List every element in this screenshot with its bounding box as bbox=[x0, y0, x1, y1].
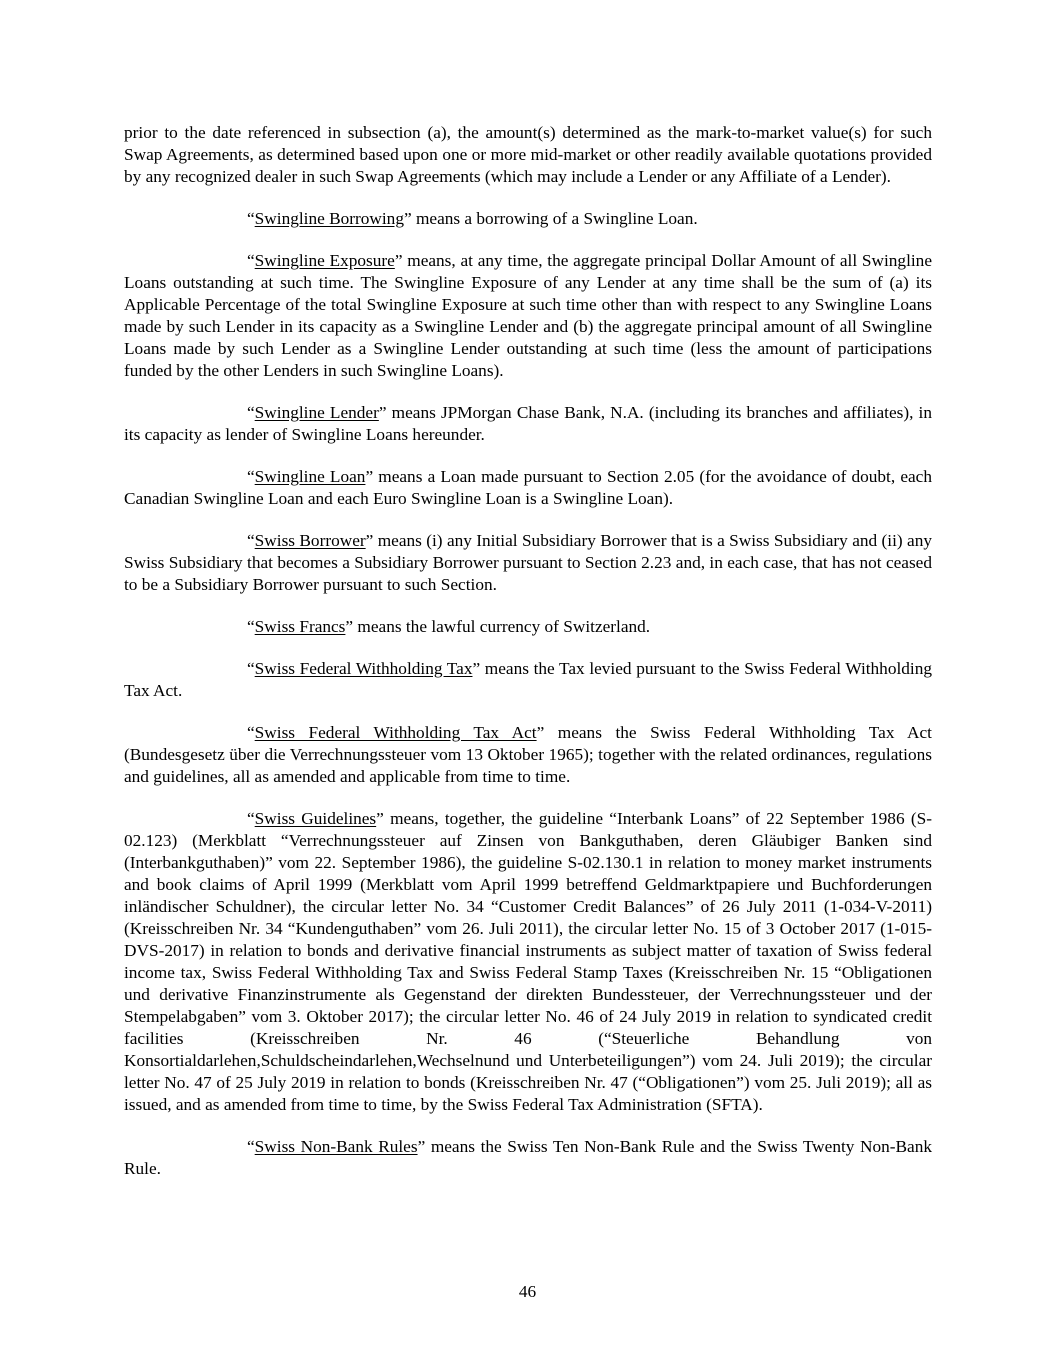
definition-swingline-exposure bbox=[124, 250, 932, 382]
open-quote: “ bbox=[247, 251, 255, 270]
definition-text: ” means a borrowing of a Swingline Loan. bbox=[403, 209, 698, 228]
open-quote: “ bbox=[247, 659, 255, 678]
open-quote: “ bbox=[247, 209, 255, 228]
defined-term: Swingline Borrowing bbox=[254, 209, 404, 228]
defined-term: Swingline Exposure bbox=[254, 251, 395, 270]
defined-term: Swiss Non-Bank Rules bbox=[254, 1137, 418, 1156]
definition-swiss-federal-withholding-tax bbox=[124, 658, 932, 702]
open-quote: “ bbox=[247, 1137, 255, 1156]
defined-term: Swingline Lender bbox=[254, 403, 379, 422]
page-number: 46 bbox=[518, 1282, 537, 1301]
definition-swiss-francs bbox=[124, 616, 932, 638]
definition-swiss-non-bank-rules bbox=[124, 1136, 932, 1180]
defined-term: Swiss Federal Withholding Tax bbox=[254, 659, 473, 678]
continuation-paragraph: prior to the date referenced in subsection (a), the amount(s) determined as the mark-to-market value(s) for such Swap Agreements, as determined based upon one or more mid-market or other readily available quotations provided by any recognized dealer in such Swap Agreements (which may include a Lender or any Affiliate of a Lender). bbox=[124, 123, 932, 186]
definition-text: ” means the Swiss Federal Withholding Tax Act (Bundesgesetz über die Verrechnungssteuer vom 13 Oktober 1965); together with the related ordinances, regulations and guidelines, all as amended and applicable from time to time. bbox=[124, 723, 932, 786]
document-body bbox=[124, 122, 932, 1200]
definition-text: ” means (i) any Initial Subsidiary Borrower that is a Swiss Subsidiary and (ii) any Swiss Subsidiary that becomes a Subsidiary Borrower pursuant to Section 2.23 and, in each case, that has not ceased to be a Subsidiary Borrower pursuant to such Section. bbox=[124, 531, 932, 594]
defined-term: Swiss Borrower bbox=[254, 531, 366, 550]
definition-text: ” means a Loan made pursuant to Section 2.05 (for the avoidance of doubt, each Canadian Swingline Loan and each Euro Swingline Loan is a Swingline Loan). bbox=[124, 467, 932, 508]
definition-swingline-lender bbox=[124, 402, 932, 446]
definition-text: ” means the lawful currency of Switzerland. bbox=[345, 617, 651, 636]
open-quote: “ bbox=[247, 617, 255, 636]
definition-text: ” means JPMorgan Chase Bank, N.A. (including its branches and affiliates), in its capacity as lender of Swingline Loans hereunder. bbox=[124, 403, 932, 444]
definition-swiss-guidelines bbox=[124, 808, 932, 1116]
definition-text: ” means, at any time, the aggregate principal Dollar Amount of all Swingline Loans outstanding at such time. The Swingline Exposure of any Lender at any time shall be the sum of (a) its Applicable Percentage of the total Swingline Exposure at such time other than with respect to any Swingline Loans made by such Lender in its capacity as a Swingline Lender and (b) the aggregate principal amount of all Swingline Loans made by such Lender as a Swingline Lender outstanding at such time (less the amount of participations funded by the other Lenders in such Swingline Loans). bbox=[124, 251, 932, 380]
open-quote: “ bbox=[247, 723, 255, 742]
defined-term: Swiss Francs bbox=[254, 617, 346, 636]
open-quote: “ bbox=[247, 809, 255, 828]
definition-swiss-borrower bbox=[124, 530, 932, 596]
defined-term: Swiss Federal Withholding Tax Act bbox=[254, 723, 537, 742]
definition-text: ” means the Swiss Ten Non-Bank Rule and the Swiss Twenty Non-Bank Rule. bbox=[124, 1137, 932, 1178]
definition-text: ” means, together, the guideline “Interbank Loans” of 22 September 1986 (S- 02.123) (Merkblatt “Verrechnungssteuer auf Zinsen von Bankguthaben, deren Gläubiger Banken sind (Interbankguthaben)” vom 22. September 1986), the guideline S-02.130.1 in relation to money market instruments and book claims of April 1999 (Merkblatt vom April 1999 betreffend Geldmarktpapiere und Buchforderungen inländischer Schuldner), the circular letter No. 34 “Customer Credit Balances” of 26 July 2011 (1-034-V-2011) (Kreisschreiben Nr. 34 “Kundenguthaben” vom 26. Juli 2011), the circular letter No. 15 of 3 October 2017 (1-015-DVS-2017) in relation to bonds and derivative financial instruments as subject matter of taxation of Swiss federal income tax, Swiss Federal Withholding Tax and Swiss Federal Stamp Taxes (Kreisschreiben Nr. 15 “Obligationen und derivative Finanzinstrumente als Gegenstand der direkten Bundessteuer, der Verrechnungssteuer und der Stempelabgaben” vom 3. Oktober 2017); the circular letter No. 46 of 24 July 2019 in relation to syndicated credit facilities (Kreisschreiben Nr. 46 (“Steuerliche Behandlung von Konsortialdarlehen,Schuldscheindarlehen,Wechselnund und Unterbeteiligungen”) vom 24. Juli 2019); the circular letter No. 47 of 25 July 2019 in relation to bonds (Kreisschreiben Nr. 47 (“Obligationen”) vom 25. Juli 2019); all as issued, and as amended from time to time, by the Swiss Federal Tax Administration (SFTA). bbox=[124, 809, 932, 1114]
definition-swingline-borrowing bbox=[124, 208, 932, 230]
definition-swingline-loan bbox=[124, 466, 932, 510]
defined-term: Swiss Guidelines bbox=[254, 809, 377, 828]
defined-term: Swingline Loan bbox=[254, 467, 366, 486]
open-quote: “ bbox=[247, 531, 255, 550]
open-quote: “ bbox=[247, 467, 255, 486]
open-quote: “ bbox=[247, 403, 255, 422]
definition-text: ” means the Tax levied pursuant to the Swiss Federal Withholding Tax Act. bbox=[124, 659, 932, 700]
definition-swiss-federal-withholding-tax-act bbox=[124, 722, 932, 788]
